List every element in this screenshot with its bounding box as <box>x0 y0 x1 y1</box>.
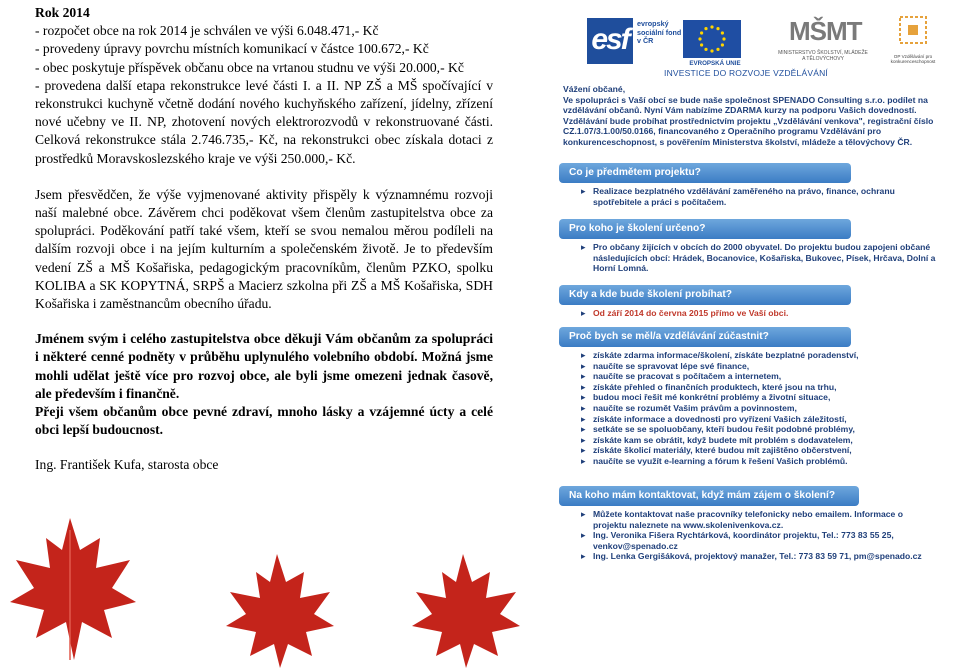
msmt-logo <box>777 16 867 64</box>
eu-flag-icon <box>683 20 741 58</box>
list-item: ▸ budou moci řešit mé konkrétní problémy a životní situace, <box>581 392 937 403</box>
list-item: ▸ Od září 2014 do června 2015 přímo ve Vaší obci. <box>581 308 937 319</box>
opvk-mark-icon <box>899 16 927 44</box>
intro-text: Ve spolupráci s Vaší obcí se bude naše společnost SPENADO Consulting s.r.o. podílet na vzdělávání občanů. Nyní Vám nabízíme ZDARMA kurzy na podporu Vašich dovedností. Vzdělávání bude probíhat prostřednictvím projektu „Vzdělávání venkova", registrační číslo CZ.1.07/3.1.00/50.0166, financovaného z Operačního programu Vzdělávání pro konkurenceschopnost, s pověřením Ministerstva školství, mládeže a tělovýchovy ČR. <box>563 94 934 147</box>
section-body <box>581 186 937 207</box>
flyer-intro <box>563 84 943 148</box>
msmt-text: MINISTERSTVO ŠKOLSTVÍ, MLÁDEŽE A TĚLOVÝCHOVY <box>778 50 868 62</box>
section-body <box>581 350 937 467</box>
list-item: - provedeny úpravy povrchu místních komunikací v částce 100.672,- Kč <box>35 41 429 57</box>
list-item: ▸ setkáte se se spoluobčany, kteří budou řešit podobné problémy, <box>581 424 937 435</box>
section-title: Rok 2014 <box>35 5 90 20</box>
section-body <box>581 308 937 319</box>
section-body <box>581 242 937 274</box>
list-item: ▸ získáte zdarma informace/školení, získáte bezplatné poradenství, <box>581 350 937 361</box>
maple-leaf-bottom-right-left <box>404 548 522 668</box>
list-item: ▸ Pro občany žijících v obcích do 2000 obyvatel. Do projektu budou zapojeni občané následujících obcí: Hrádek, Bocanovice, Košařiska, Bukovec, Písek, Hrčava, Dolní a Horní Lomná. <box>581 242 937 274</box>
section-heading: Na koho mám kontaktovat, když mám zájem o školení? <box>559 486 859 506</box>
list-item: ▸ Ing. Veronika Fišera Rychtárková, koordinátor projektu, Tel.: 773 83 55 25, venkov@spenado.cz <box>581 530 937 551</box>
msmt-mark: MŠMT <box>789 16 862 46</box>
thanks-bold-paragraph: Jménem svým i celého zastupitelstva obce děkuji Vám občanům za spolupráci i některé cenné podněty v průběhu uplynulého volebního období. Možná jsme mohli udělat ještě více pro rozvoj obce, ale byli jsme omezeni jednak časově, ale především i finančně. <box>35 331 493 401</box>
logo-strip <box>537 2 955 80</box>
opvk-logo <box>881 16 945 64</box>
greeting: Vážení občané, <box>563 84 626 94</box>
list-item: ▸ získáte školicí materiály, které budou mít zajištěno občerstvení, <box>581 445 937 456</box>
list-item: ▸ naučíte se pracovat s počítačem a internetem, <box>581 371 937 382</box>
signature: Ing. František Kufa, starosta obce <box>35 457 219 473</box>
list-item: ▸ Ing. Lenka Gergišáková, projektový manažer, Tel.: 773 83 59 71, pm@spenado.cz <box>581 551 937 562</box>
section-heading: Proč bych se měl/a vzdělávání zúčastnit? <box>559 327 851 347</box>
list-item: ▸ získáte přehled o finančních produktech, které jsou na trhu, <box>581 382 937 393</box>
list-item: - provedena další etapa rekonstrukce levé části I. a II. NP ZŠ a MŠ spočívající v rekonstrukci kuchyně včetně dodání nového kuchyňského zařízení, jídelny, zřízení nové učebny ve II. NP, zhotovení nových elektrorozvodů v rekonstruované části. Celková rekonstrukce stála 2.746.735,- Kč, na rekonstrukci obec získala dotaci z prostředků Moravskoslezského kraje ve výši 250.000,- Kč. <box>35 77 493 166</box>
maple-leaf-bottom-center <box>218 548 336 668</box>
opvk-text: OP Vzdělávání pro konkurenceschopnost <box>890 54 936 65</box>
tagline: INVESTICE DO ROZVOJE VZDĚLÁVÁNÍ <box>664 68 828 78</box>
esf-mark: esf <box>587 18 633 64</box>
esf-text: evropský sociální fond v ČR <box>637 19 682 46</box>
list-item: ▸ naučíte se spravovat lépe své finance, <box>581 361 937 372</box>
wish-paragraph: Přeji všem občanům obce pevné zdraví, mnoho lásky a vzájemné úcty a celé obci lepší budoucnost. <box>35 404 493 438</box>
left-column <box>35 4 493 475</box>
thanks-paragraph: Jsem přesvědčen, že výše vyjmenované aktivity přispěly k významnému rozvoji naší malebné obce. Závěrem chci poděkovat všem členům zastupitelstva obce za spolupráci. Poděkování patří také všem, kteří se svou nemalou měrou podíleli na dalším rozvoji obce i na jejím kulturním a společenském životě. Je to především vedení ZŠ a MŠ Košařiska, pedagogickým pracovníkům, členům PZKO, spolku KOLIBA a SK KOPYTNÁ, SRPŠ a Macierz szkolna při ZŠ a MŠ Košařiska, SDH Košařiska i zaměstnancům obecního úřadu. <box>35 186 493 312</box>
maple-leaf-bottom-left <box>0 510 140 668</box>
section-heading: Kdy a kde bude školení probíhat? <box>559 285 851 305</box>
section-body <box>581 509 937 562</box>
list-item: ▸ naučíte se rozumět Vašim právům a povinnostem, <box>581 403 937 414</box>
list-item: ▸ získáte informace a dovednosti pro vyřízení Vašich záležitostí, <box>581 414 937 425</box>
section-heading: Co je předmětem projektu? <box>559 163 851 183</box>
list-item: ▸ Realizace bezplatného vzdělávání zaměřeného na právo, finance, ochranu spotřebitele a práci s počítačem. <box>581 186 937 207</box>
list-item: - rozpočet obce na rok 2014 je schválen ve výši 6.048.471,- Kč <box>35 23 379 39</box>
section-heading: Pro koho je školení určeno? <box>559 219 851 239</box>
eu-text: EVROPSKÁ UNIE <box>689 60 741 67</box>
list-item: ▸ naučíte se využít e-learning a fórum k řešení Vašich problémů. <box>581 456 937 467</box>
list-item: ▸ Můžete kontaktovat naše pracovníky telefonicky nebo emailem. Informace o projektu naleznete na www.skolenivenkova.cz. <box>581 509 937 530</box>
list-item: - obec poskytuje příspěvek občanu obce na vrtanou studnu ve výši 20.000,- Kč <box>35 59 464 75</box>
list-item: ▸ získáte kam se obrátit, když budete mít problém s dodavatelem, <box>581 435 937 446</box>
flyer <box>537 2 955 666</box>
